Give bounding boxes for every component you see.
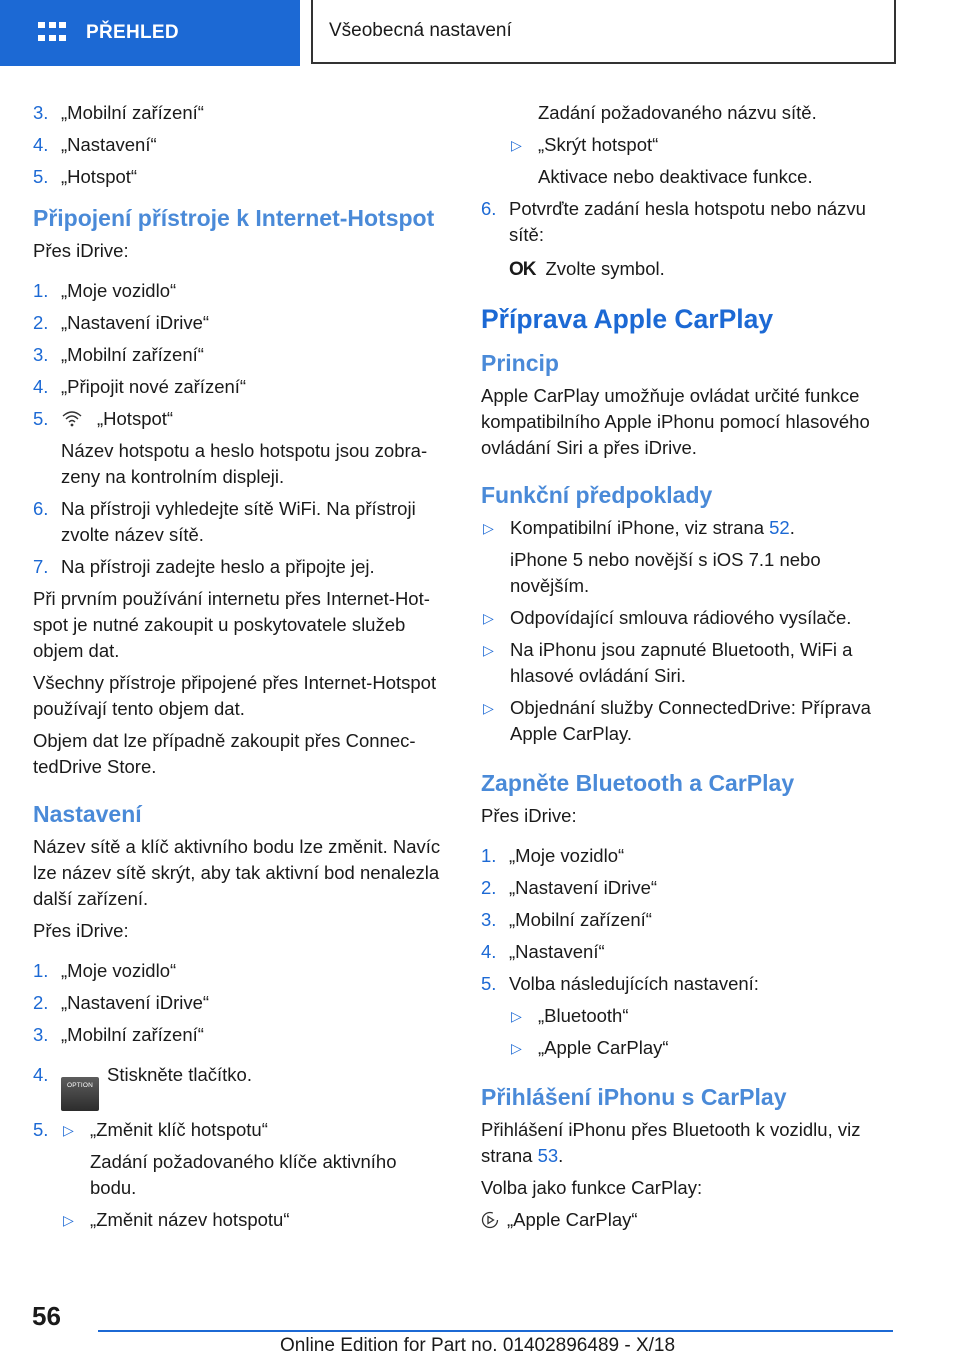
ok-icon: OK — [509, 259, 536, 280]
item-text: „Nastavení iDrive“ — [509, 877, 658, 898]
triangle-bullet-icon: ▷ — [511, 1008, 522, 1024]
overview-label: PŘEHLED — [86, 22, 179, 43]
sub-item — [481, 637, 901, 689]
sub-item-text: „Změnit název hotspotu“ — [90, 1209, 290, 1230]
list-item — [33, 496, 443, 548]
item-text: „Nastavení iDrive“ — [61, 992, 210, 1013]
paragraph — [481, 1117, 901, 1169]
item-number: 6. — [481, 198, 497, 219]
list-item — [33, 1117, 443, 1233]
item-number: 5. — [33, 408, 49, 429]
carplay-play-icon — [481, 1211, 499, 1229]
option-button-icon: OPTION — [61, 1077, 99, 1111]
sub-item-text: „Změnit klíč hotspotu“ — [90, 1119, 268, 1140]
list-item — [481, 907, 901, 933]
heading-principle: Princip — [481, 350, 559, 376]
list-item — [33, 310, 443, 336]
item-text: „Moje vozidlo“ — [509, 845, 625, 866]
triangle-bullet-icon: ▷ — [483, 520, 494, 536]
list-item — [33, 132, 443, 158]
list-item — [33, 1022, 443, 1048]
sub-item — [61, 1117, 443, 1201]
sub-item-text: Na iPhonu jsou zapnuté Bluetooth, WiFi a hlasové ovládání Siri. — [510, 639, 853, 686]
carplay-select-row — [481, 1207, 901, 1233]
paragraph: Volba jako funkce CarPlay: — [481, 1177, 703, 1198]
heading-iphone-login: Přihlášení iPhonu s CarPlay — [481, 1084, 787, 1110]
via-idrive-text: Přes iDrive: — [481, 805, 577, 826]
item-number: 1. — [33, 960, 49, 981]
sub-item — [61, 1207, 443, 1233]
sub-item — [481, 515, 901, 599]
top-bar — [0, 0, 960, 66]
sub-item-text: „Bluetooth“ — [538, 1005, 629, 1026]
item-text: Stiskněte tlačítko. — [107, 1064, 252, 1085]
grid-menu-icon — [38, 22, 66, 44]
sub-item-text: Objednání služby ConnectedDrive: Příprava Apple CarPlay. — [510, 697, 871, 744]
paragraph: Apple CarPlay umožňuje ovládat určité funkce kompatibilního Apple iPhonu pomocí hlasového ovládání Siri a přes iDrive. — [481, 385, 870, 458]
item-text: „Mobilní zařízení“ — [61, 102, 204, 123]
footer-edition — [280, 1333, 675, 1359]
wifi-icon — [61, 407, 83, 429]
item-number: 2. — [33, 992, 49, 1013]
item-text: Na přístroji vyhledejte sítě WiFi. Na přístroji zvolte název sítě. — [61, 498, 416, 545]
item-number: 3. — [33, 1024, 49, 1045]
list-item — [33, 164, 443, 190]
sub-item — [509, 1035, 901, 1061]
list-item — [33, 342, 443, 368]
paragraph: Všechny přístroje připojené přes Internet-Hotspot používají tento objem dat. — [33, 672, 437, 719]
sub-item-text: „Skrýt hotspot“ — [538, 134, 659, 155]
list-item — [33, 406, 443, 490]
triangle-bullet-icon: ▷ — [63, 1122, 74, 1138]
item-number: 2. — [481, 877, 497, 898]
item-number: 3. — [33, 344, 49, 365]
triangle-bullet-icon: ▷ — [511, 137, 522, 153]
left-column — [33, 100, 443, 1239]
carplay-select-text: „Apple CarPlay“ — [507, 1209, 638, 1230]
list-item — [33, 554, 443, 580]
punctuation: . — [558, 1145, 564, 1166]
page-link-52[interactable]: 52 — [769, 517, 790, 538]
sub-item-text: Odpovídající smlouva rádiového vysílače. — [510, 607, 852, 628]
triangle-bullet-icon: ▷ — [511, 1040, 522, 1056]
sub-item-note: iPhone 5 nebo novější s iOS 7.1 nebo novějším. — [510, 549, 821, 596]
heading-prerequisites: Funkční předpoklady — [481, 482, 713, 508]
item-number: 2. — [33, 312, 49, 333]
list-item — [33, 374, 443, 400]
triangle-bullet-icon: ▷ — [63, 1212, 74, 1228]
item-text: „Moje vozidlo“ — [61, 280, 177, 301]
ok-row — [509, 256, 901, 283]
via-idrive-text: Přes iDrive: — [33, 240, 129, 261]
item-number: 3. — [33, 102, 49, 123]
sub-item — [509, 1003, 901, 1029]
sub-item — [481, 605, 901, 631]
triangle-bullet-icon: ▷ — [483, 700, 494, 716]
paragraph: Objem dat lze případně zakoupit přes ConnectedDrive Store. — [33, 730, 416, 777]
list-item — [33, 990, 443, 1016]
item-number: 4. — [33, 1064, 49, 1085]
sub-item-text: Kompatibilní iPhone, viz strana — [510, 517, 770, 538]
item-number: 4. — [33, 376, 49, 397]
continued-note: Zadání požadovaného názvu sítě. — [538, 102, 817, 123]
item-number: 1. — [33, 280, 49, 301]
heading-settings: Nastavení — [33, 801, 142, 827]
edition-text: Online Edition for Part no. 01402896489 - X/18 — [280, 1335, 676, 1356]
section-title: Všeobecná nastavení — [329, 20, 512, 41]
sub-item-note: Zadání požadovaného klíče aktivního bodu. — [90, 1151, 397, 1198]
item-number: 5. — [481, 973, 497, 994]
triangle-bullet-icon: ▷ — [483, 642, 494, 658]
ok-text: Zvolte symbol. — [545, 258, 665, 279]
list-item — [481, 939, 901, 965]
heading-connect-hotspot: Připojení přístroje k Internet-Hotspot — [33, 205, 435, 231]
item-text: „Hotspot“ — [97, 408, 174, 429]
item-text: „Moje vozidlo“ — [61, 960, 177, 981]
step-note: Název hotspotu a heslo hotspotu jsou zobrazeny na kontrolním displeji. — [61, 440, 428, 487]
item-text: „Mobilní zařízení“ — [61, 1024, 204, 1045]
item-text: „Nastavení iDrive“ — [61, 312, 210, 333]
item-number: 5. — [33, 1119, 49, 1140]
paragraph: Název sítě a klíč aktivního bodu lze změnit. Navíc lze název sítě skrýt, aby tak aktivní bod nenalezla další zařízení. — [33, 836, 441, 909]
item-number: 5. — [33, 166, 49, 187]
list-item — [33, 278, 443, 304]
item-text: „Mobilní zařízení“ — [509, 909, 652, 930]
list-item — [481, 875, 901, 901]
list-item — [33, 958, 443, 984]
item-text: „Nastavení“ — [61, 134, 157, 155]
page-number: 56 — [32, 1301, 61, 1331]
list-item — [33, 1062, 443, 1111]
item-number: 3. — [481, 909, 497, 930]
item-number: 1. — [481, 845, 497, 866]
paragraph: Při prvním používání internetu přes Internet-Hotspot je nutné zakoupit u poskytovatele služeb objem dat. — [33, 588, 430, 661]
triangle-bullet-icon: ▷ — [483, 610, 494, 626]
sub-item — [481, 695, 901, 747]
section-title-tab[interactable] — [311, 0, 896, 64]
heading-bluetooth-carplay: Zapněte Bluetooth a CarPlay — [481, 770, 795, 796]
item-text: „Nastavení“ — [509, 941, 605, 962]
list-item — [481, 843, 901, 869]
paragraph-text: Přihlášení iPhonu přes Bluetooth k vozidlu, viz strana — [481, 1119, 861, 1166]
sub-item-text: „Apple CarPlay“ — [538, 1037, 669, 1058]
item-text: Volba následujících nastavení: — [509, 973, 759, 994]
right-column — [481, 100, 901, 1239]
list-item — [481, 196, 901, 283]
item-number: 4. — [33, 134, 49, 155]
heading-carplay: Příprava Apple CarPlay — [481, 304, 774, 334]
item-text: „Hotspot“ — [61, 166, 138, 187]
item-text: Potvrďte zadání hesla hotspotu nebo názvu sítě: — [509, 198, 866, 245]
footer-divider — [98, 1330, 893, 1332]
item-text: Na přístroji zadejte heslo a připojte jej. — [61, 556, 375, 577]
sub-item-note: Aktivace nebo deaktivace funkce. — [538, 166, 813, 187]
item-text: „Mobilní zařízení“ — [61, 344, 204, 365]
list-item — [481, 971, 901, 997]
item-number: 7. — [33, 556, 49, 577]
item-number: 6. — [33, 498, 49, 519]
item-text: „Připojit nové zařízení“ — [61, 376, 247, 397]
item-number: 4. — [481, 941, 497, 962]
overview-tab[interactable] — [0, 0, 300, 66]
page-link-53[interactable]: 53 — [537, 1145, 559, 1166]
sub-item — [509, 132, 901, 190]
list-item — [33, 100, 443, 126]
via-idrive-text: Přes iDrive: — [33, 920, 129, 941]
punctuation: . — [789, 517, 795, 538]
